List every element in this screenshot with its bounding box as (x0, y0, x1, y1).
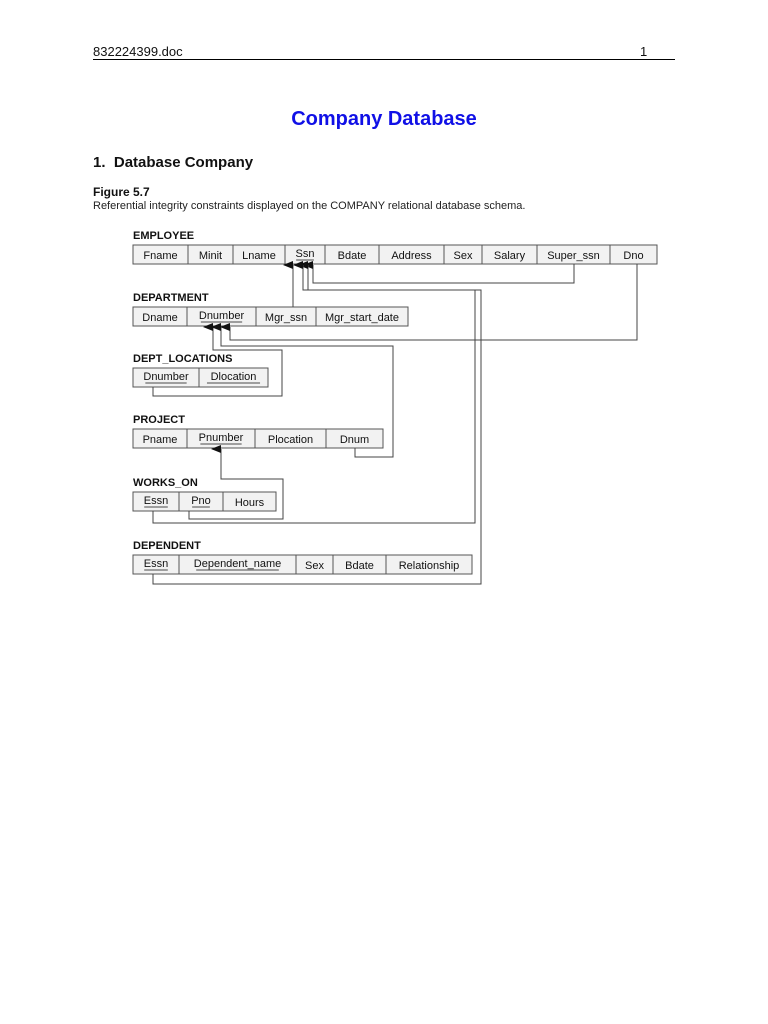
attribute-label: Dlocation (210, 371, 257, 383)
attribute-cell (133, 429, 187, 448)
relation-dept-locations (133, 353, 268, 387)
attribute-label: Plocation (267, 434, 314, 446)
attribute-label: Ssn (295, 248, 315, 260)
attribute-label: Dnum (339, 434, 370, 446)
attribute-label: Mgr_start_date (325, 312, 399, 324)
relation-department (133, 292, 408, 326)
attribute-cell (325, 245, 379, 264)
attribute-cell (223, 492, 276, 511)
attribute-label: Bdate (337, 250, 367, 262)
attribute-cell (133, 492, 179, 511)
relation-name: PROJECT (133, 414, 185, 426)
relation-name: EMPLOYEE (133, 230, 195, 242)
attribute-cell (333, 555, 386, 574)
attribute-label: Dnumber (198, 310, 245, 322)
attribute-label: Pnumber (198, 432, 244, 444)
attribute-cell (179, 492, 223, 511)
relation-employee (133, 230, 657, 264)
attribute-cell (233, 245, 285, 264)
attribute-cell (379, 245, 444, 264)
figure-caption: Referential integrity constraints displayed on the COMPANY relational database schema. (93, 200, 526, 212)
section-number: 1. (93, 154, 106, 171)
relation-name: DEPT_LOCATIONS (133, 353, 233, 365)
page-number: 1 (640, 44, 648, 59)
relation-works-on (133, 477, 276, 511)
attribute-cell (482, 245, 537, 264)
attribute-label: Super_ssn (547, 250, 600, 262)
attribute-label: Essn (143, 495, 169, 507)
attribute-label: Bdate (345, 560, 374, 572)
attribute-label: Essn (143, 558, 169, 570)
attribute-label: Dnumber (143, 371, 189, 383)
document-title: Company Database (291, 108, 477, 130)
attribute-cell (255, 429, 326, 448)
relation-name: DEPENDENT (133, 540, 201, 552)
attribute-label: Lname (242, 250, 276, 262)
attribute-label: Sex (453, 250, 473, 262)
attribute-cell (187, 307, 256, 326)
attribute-cell (133, 245, 188, 264)
attribute-label: Minit (198, 250, 223, 262)
attribute-cell (326, 429, 383, 448)
attribute-cell (386, 555, 472, 574)
attribute-cell (179, 555, 296, 574)
foreign-key-link-dno-to-dnumber (230, 264, 637, 340)
attribute-cell (133, 307, 187, 326)
attribute-label: Dno (623, 250, 644, 262)
attribute-cell (444, 245, 482, 264)
relation-project (133, 414, 383, 448)
figure-label: Figure 5.7 (93, 185, 150, 199)
attribute-label: Pname (142, 434, 178, 446)
attribute-label: Relationship (398, 560, 460, 572)
attribute-cell (187, 429, 255, 448)
attribute-cell (537, 245, 610, 264)
attribute-label: Mgr_ssn (264, 312, 308, 324)
attribute-label: Fname (143, 250, 178, 262)
attribute-cell (296, 555, 333, 574)
attribute-label: Salary (493, 250, 526, 262)
attribute-cell (285, 245, 325, 264)
attribute-label: Dname (142, 312, 178, 324)
attribute-cell (316, 307, 408, 326)
document-filename: 832224399.doc (93, 44, 183, 59)
relation-name: DEPARTMENT (133, 292, 209, 304)
attribute-label: Hours (234, 497, 265, 509)
attribute-cell (610, 245, 657, 264)
relation-name: WORKS_ON (133, 477, 198, 489)
relation-dependent (133, 540, 472, 574)
attribute-label: Address (391, 250, 432, 262)
attribute-label: Sex (305, 560, 324, 572)
attribute-cell (133, 555, 179, 574)
attribute-cell (199, 368, 268, 387)
attribute-label: Dependent_name (193, 558, 282, 570)
section-title: Database Company (113, 154, 254, 171)
attribute-cell (133, 368, 199, 387)
foreign-key-link-super-ssn-to-ssn (313, 264, 574, 283)
attribute-label: Pno (191, 495, 211, 507)
attribute-cell (256, 307, 316, 326)
attribute-cell (188, 245, 233, 264)
